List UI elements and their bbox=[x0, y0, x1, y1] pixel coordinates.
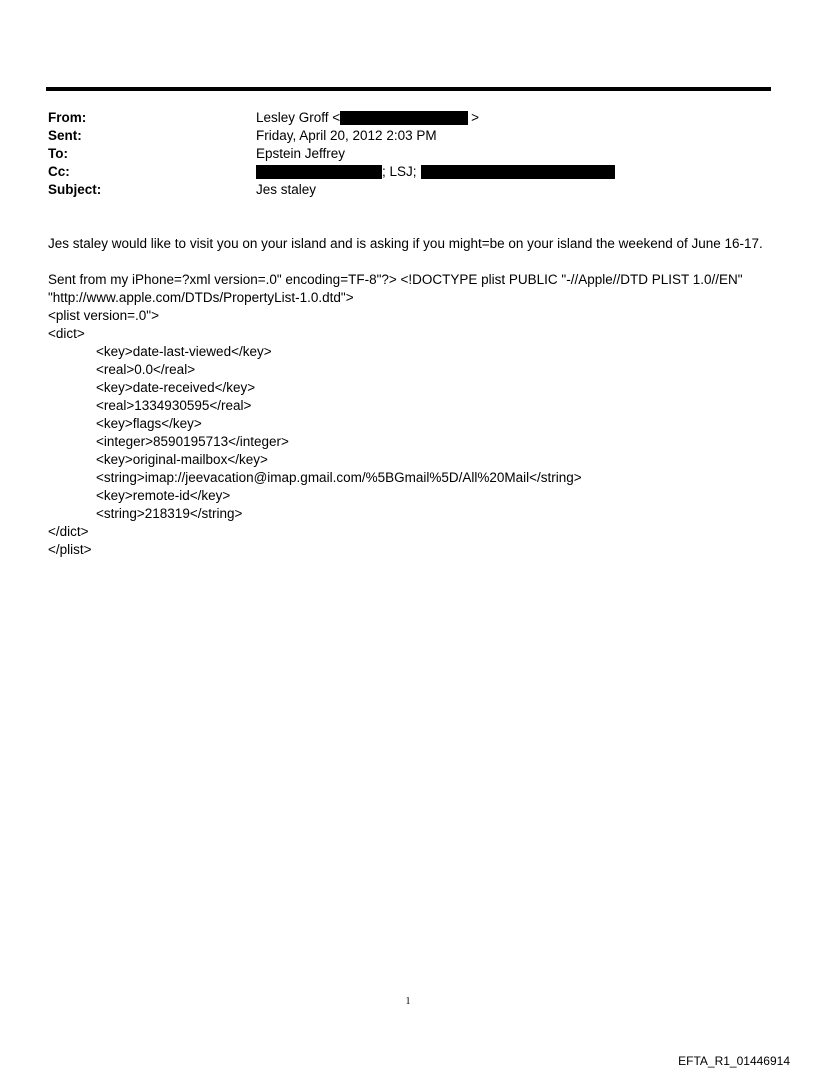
from-value bbox=[256, 109, 479, 127]
cc-middle: ; LSJ; bbox=[382, 164, 417, 179]
body-paragraph: Jes staley would like to visit you on your island and is asking if you might=be on your island the weekend of June 16-17. bbox=[48, 236, 763, 251]
body-line: <real>0.0</real> bbox=[96, 362, 196, 377]
sent-value: Friday, April 20, 2012 2:03 PM bbox=[256, 128, 437, 143]
body-line: </plist> bbox=[48, 542, 92, 557]
subject-row bbox=[48, 181, 748, 199]
to-label: To: bbox=[48, 146, 68, 161]
page-number: 1 bbox=[405, 996, 411, 1007]
email-header bbox=[48, 109, 748, 199]
body-line: <key>original-mailbox</key> bbox=[96, 452, 268, 467]
bates-number: EFTA_R1_01446914 bbox=[678, 1054, 790, 1068]
cc-value bbox=[256, 163, 615, 181]
body-line: <integer>8590195713</integer> bbox=[96, 434, 289, 449]
body-line: </dict> bbox=[48, 524, 89, 539]
body-line: <key>flags</key> bbox=[96, 416, 202, 431]
redaction-block bbox=[340, 111, 468, 125]
body-line: <real>1334930595</real> bbox=[96, 398, 252, 413]
body-line: <string>218319</string> bbox=[96, 506, 243, 521]
cc-label: Cc: bbox=[48, 164, 70, 179]
subject-label: Subject: bbox=[48, 182, 102, 197]
from-name: Lesley Groff < bbox=[256, 110, 341, 125]
body-line: Sent from my iPhone=?xml version=.0" encoding=TF-8"?> <!DOCTYPE plist PUBLIC "-//Apple//DTD PLIST 1.0//EN" bbox=[48, 272, 743, 287]
from-row bbox=[48, 109, 748, 127]
sent-label: Sent: bbox=[48, 128, 82, 143]
subject-value: Jes staley bbox=[256, 182, 317, 197]
body-line: <plist version=.0"> bbox=[48, 308, 159, 323]
sent-row bbox=[48, 127, 748, 145]
cc-row bbox=[48, 163, 748, 181]
from-label: From: bbox=[48, 110, 87, 125]
body-line: <key>remote-id</key> bbox=[96, 488, 231, 503]
body-line: "http://www.apple.com/DTDs/PropertyList-1.0.dtd"> bbox=[48, 290, 354, 305]
from-suffix: > bbox=[471, 110, 480, 125]
redaction-block bbox=[256, 165, 382, 179]
body-line: <key>date-last-viewed</key> bbox=[96, 344, 272, 359]
body-line: <key>date-received</key> bbox=[96, 380, 256, 395]
header-rule bbox=[46, 87, 771, 91]
body-line: <string>imap://jeevacation@imap.gmail.com/%5BGmail%5D/All%20Mail</string> bbox=[96, 470, 582, 485]
redaction-block bbox=[421, 165, 615, 179]
email-body bbox=[48, 235, 778, 559]
body-line: <dict> bbox=[48, 326, 85, 341]
to-row bbox=[48, 145, 748, 163]
to-value: Epstein Jeffrey bbox=[256, 146, 346, 161]
